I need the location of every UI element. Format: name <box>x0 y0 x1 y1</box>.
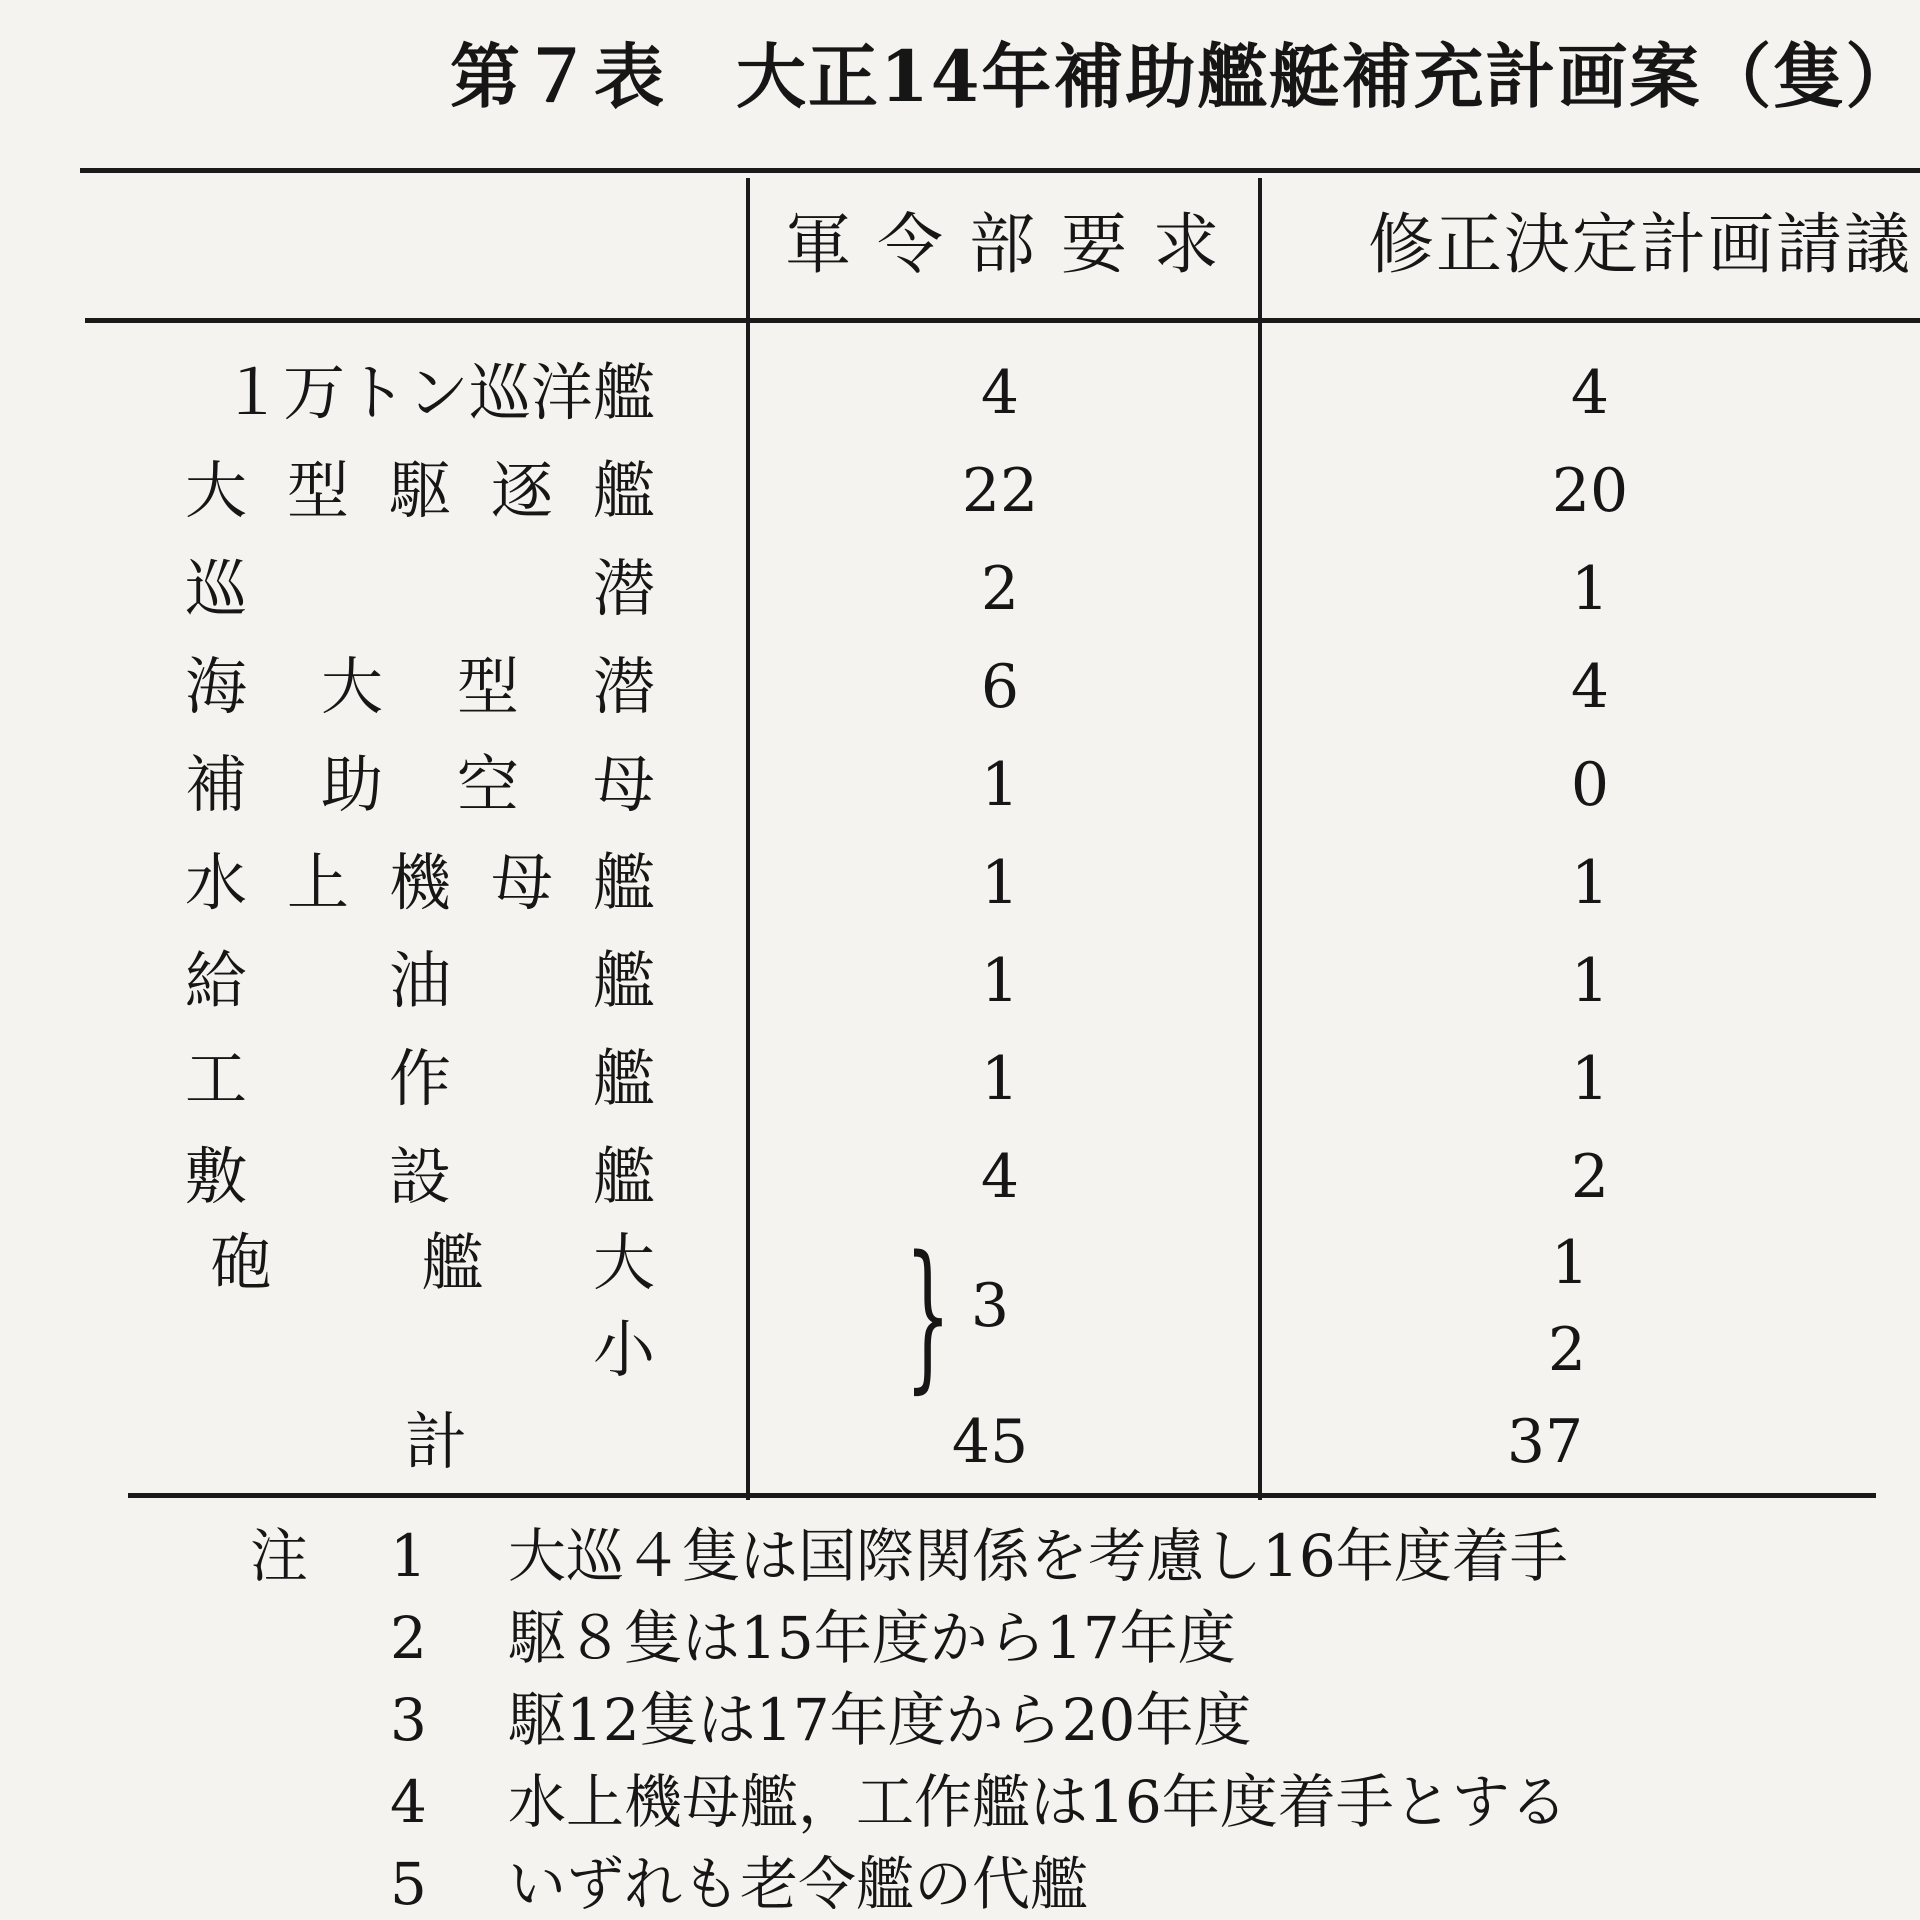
revised-value: 2 <box>1570 1142 1610 1212</box>
row-name: 補 助 空 母 <box>185 748 655 821</box>
request-value: 1 <box>980 750 1020 820</box>
row-name: 工 作 艦 <box>185 1042 655 1115</box>
request-value: 4 <box>980 1142 1020 1212</box>
table-row <box>0 541 1920 637</box>
request-value: 22 <box>961 456 1039 526</box>
table-row <box>0 737 1920 833</box>
total-revised: 37 <box>1506 1407 1584 1477</box>
row-name: １万トン巡洋艦 <box>220 356 655 429</box>
table-row <box>0 345 1920 441</box>
request-value: 6 <box>980 652 1020 722</box>
revised-value: 1 <box>1550 1228 1590 1298</box>
revised-value: 20 <box>1551 456 1629 526</box>
revised-value: 1 <box>1570 1044 1610 1114</box>
revised-value: 4 <box>1570 652 1610 722</box>
table-row-total <box>0 1394 1920 1490</box>
request-value: 1 <box>980 1044 1020 1114</box>
row-name: 海 大 型 潜 <box>185 650 655 723</box>
brace-bracket: } <box>905 1221 951 1408</box>
row-name: 水 上 機 母 艦 <box>185 846 655 919</box>
header-request: 軍令部要求 <box>785 206 1245 283</box>
row-name: 大 型 駆 逐 艦 <box>185 454 655 527</box>
header-revised: 修正決定計画請議 <box>1368 206 1912 283</box>
table-row <box>0 835 1920 931</box>
row-name: 砲 艦 大 <box>210 1226 655 1299</box>
bottom-rule <box>128 1493 1876 1498</box>
notes-label: 注 <box>250 1522 309 1590</box>
total-request: 45 <box>951 1407 1029 1477</box>
table-title <box>450 22 1917 132</box>
total-label: 計 <box>405 1405 468 1478</box>
row-name: 敷 設 艦 <box>185 1140 655 1213</box>
request-value: 1 <box>980 946 1020 1016</box>
revised-value: 1 <box>1570 946 1610 1016</box>
table-row <box>0 933 1920 1029</box>
table-row <box>0 1129 1920 1225</box>
gunboat-request-value: 3 <box>970 1271 1010 1341</box>
revised-value: 1 <box>1570 848 1610 918</box>
revised-value: 4 <box>1570 358 1610 428</box>
table-row <box>0 443 1920 539</box>
revised-value: 0 <box>1570 750 1610 820</box>
table-row <box>0 1031 1920 1127</box>
table-number: 第７表 <box>450 35 666 118</box>
revised-value: 1 <box>1570 554 1610 624</box>
header-rule <box>85 318 1920 323</box>
table-caption: 大正14年補助艦艇補充計画案（隻） <box>736 35 1918 118</box>
table-row <box>0 639 1920 735</box>
revised-value: 2 <box>1547 1315 1587 1385</box>
top-rule <box>80 168 1920 173</box>
request-value: 2 <box>980 554 1020 624</box>
request-value: 4 <box>980 358 1020 428</box>
row-name: 巡 潜 <box>185 552 655 625</box>
row-name: 小 <box>592 1313 655 1386</box>
row-name: 給 油 艦 <box>185 944 655 1017</box>
request-value: 1 <box>980 848 1020 918</box>
